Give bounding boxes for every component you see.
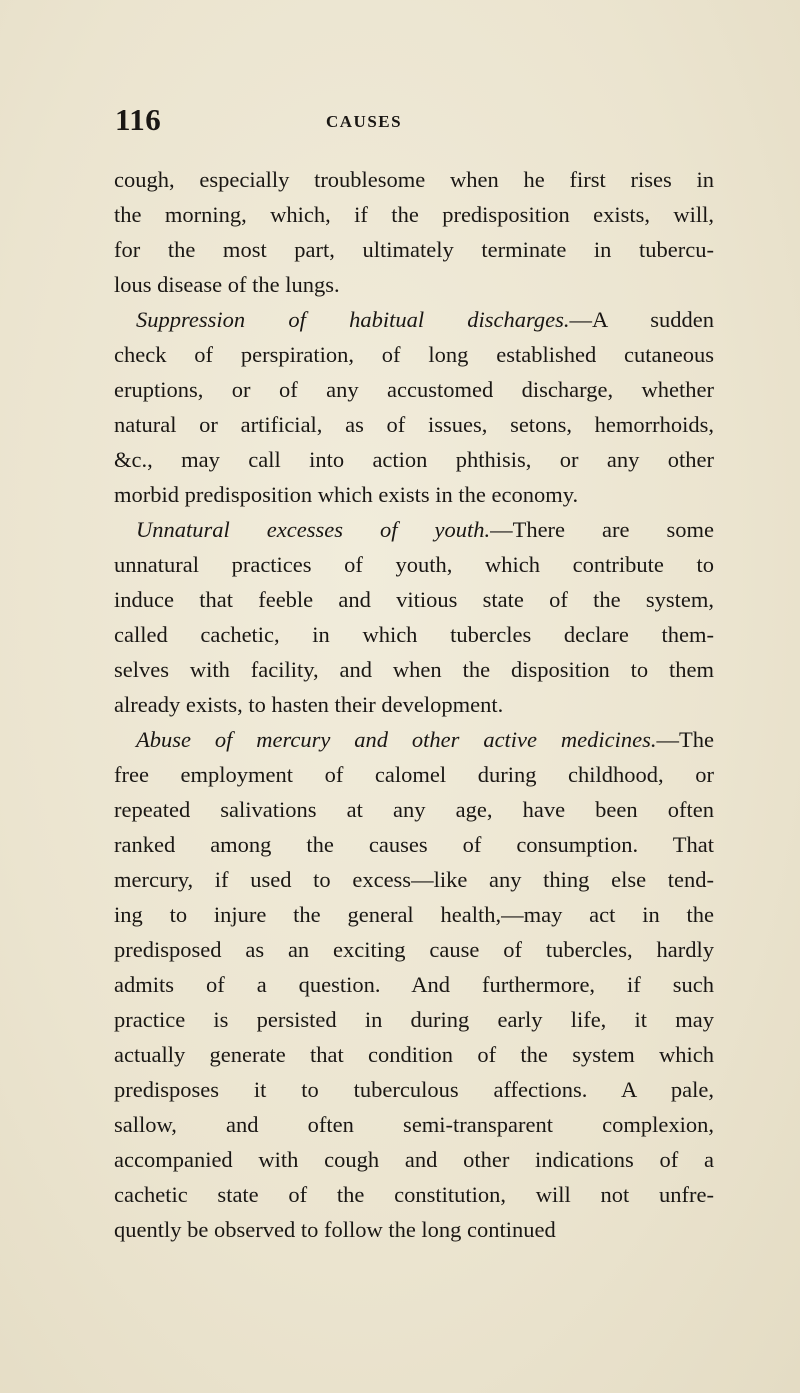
- line-text: cough, especially troublesome when he first rises in: [114, 167, 714, 192]
- text-line: [114, 1038, 714, 1072]
- text-line: [114, 968, 714, 1002]
- line-text: already exists, to hasten their development.: [114, 692, 504, 717]
- text-line: [114, 863, 714, 897]
- line-text: for the most part, ultimately terminate in tubercu-: [114, 237, 714, 262]
- text-line: [114, 373, 714, 407]
- text-line: [114, 548, 714, 582]
- line-text: sallow, and often semi-transparent complexion,: [114, 1112, 714, 1137]
- text-line: [114, 198, 714, 232]
- text-line: [114, 478, 714, 512]
- text-line: [114, 1003, 714, 1037]
- text-line: [114, 1178, 714, 1212]
- line-text: predisposed as an exciting cause of tubercles, hardly: [114, 937, 714, 962]
- line-text: induce that feeble and vitious state of the system,: [114, 587, 714, 612]
- line-text: the morning, which, if the predisposition exists, will,: [114, 202, 714, 227]
- line-text: ing to injure the general health,—may act in the: [114, 902, 714, 927]
- line-text: natural or artificial, as of issues, setons, hemorrhoids,: [114, 412, 714, 437]
- text-line: [114, 758, 714, 792]
- line-text: —There are some: [490, 517, 714, 542]
- text-line: [136, 303, 714, 337]
- text-line: [136, 723, 714, 757]
- text-line: [114, 163, 714, 197]
- line-text: selves with facility, and when the disposition to them: [114, 657, 714, 682]
- line-text: eruptions, or of any accustomed discharge, whether: [114, 377, 714, 402]
- section-heading: Unnatural excesses of youth.: [136, 517, 491, 542]
- line-text: unnatural practices of youth, which contribute to: [114, 552, 714, 577]
- text-line: [114, 618, 714, 652]
- running-head: CAUSES: [326, 112, 403, 131]
- line-text: mercury, if used to excess—like any thing else tend-: [114, 867, 714, 892]
- section-heading: Abuse of mercury and other active medicines.: [136, 727, 657, 752]
- line-text: accompanied with cough and other indications of a: [114, 1147, 714, 1172]
- line-text: admits of a question. And furthermore, if such: [114, 972, 714, 997]
- text-line: [114, 233, 714, 267]
- text-line: [114, 653, 714, 687]
- text-line: [114, 1108, 714, 1142]
- line-text: predisposes it to tuberculous affections. A pale,: [114, 1077, 714, 1102]
- text-line: [114, 408, 714, 442]
- line-text: check of perspiration, of long established cutaneous: [114, 342, 714, 367]
- line-text: practice is persisted in during early life, it may: [114, 1007, 714, 1032]
- line-text: actually generate that condition of the system which: [114, 1042, 714, 1067]
- text-line: [114, 338, 714, 372]
- line-text: free employment of calomel during childhood, or: [114, 762, 714, 787]
- line-text: cachetic state of the constitution, will not unfre-: [114, 1182, 714, 1207]
- text-line: [114, 828, 714, 862]
- line-text: morbid predisposition which exists in the economy.: [114, 482, 579, 507]
- line-text: repeated salivations at any age, have been often: [114, 797, 714, 822]
- line-text: lous disease of the lungs.: [114, 272, 340, 297]
- line-text: —The: [656, 727, 714, 752]
- text-line: [114, 1143, 714, 1177]
- line-text: quently be observed to follow the long continued: [114, 1217, 556, 1242]
- text-line: [114, 688, 714, 722]
- line-text: —A sudden: [569, 307, 714, 332]
- line-text: called cachetic, in which tubercles declare them-: [114, 622, 714, 647]
- section-heading: Suppression of habitual discharges.: [136, 307, 570, 332]
- text-line: [114, 793, 714, 827]
- text-line: [114, 933, 714, 967]
- line-text: ranked among the causes of consumption. That: [114, 832, 714, 857]
- page-number: 116: [115, 102, 162, 137]
- page-header: [115, 102, 715, 142]
- text-line: [114, 1073, 714, 1107]
- text-line: [114, 583, 714, 617]
- text-line: [114, 1213, 714, 1247]
- text-line: [136, 513, 714, 547]
- line-text: &c., may call into action phthisis, or any other: [114, 447, 714, 472]
- text-line: [114, 268, 714, 302]
- text-line: [114, 898, 714, 932]
- text-line: [114, 443, 714, 477]
